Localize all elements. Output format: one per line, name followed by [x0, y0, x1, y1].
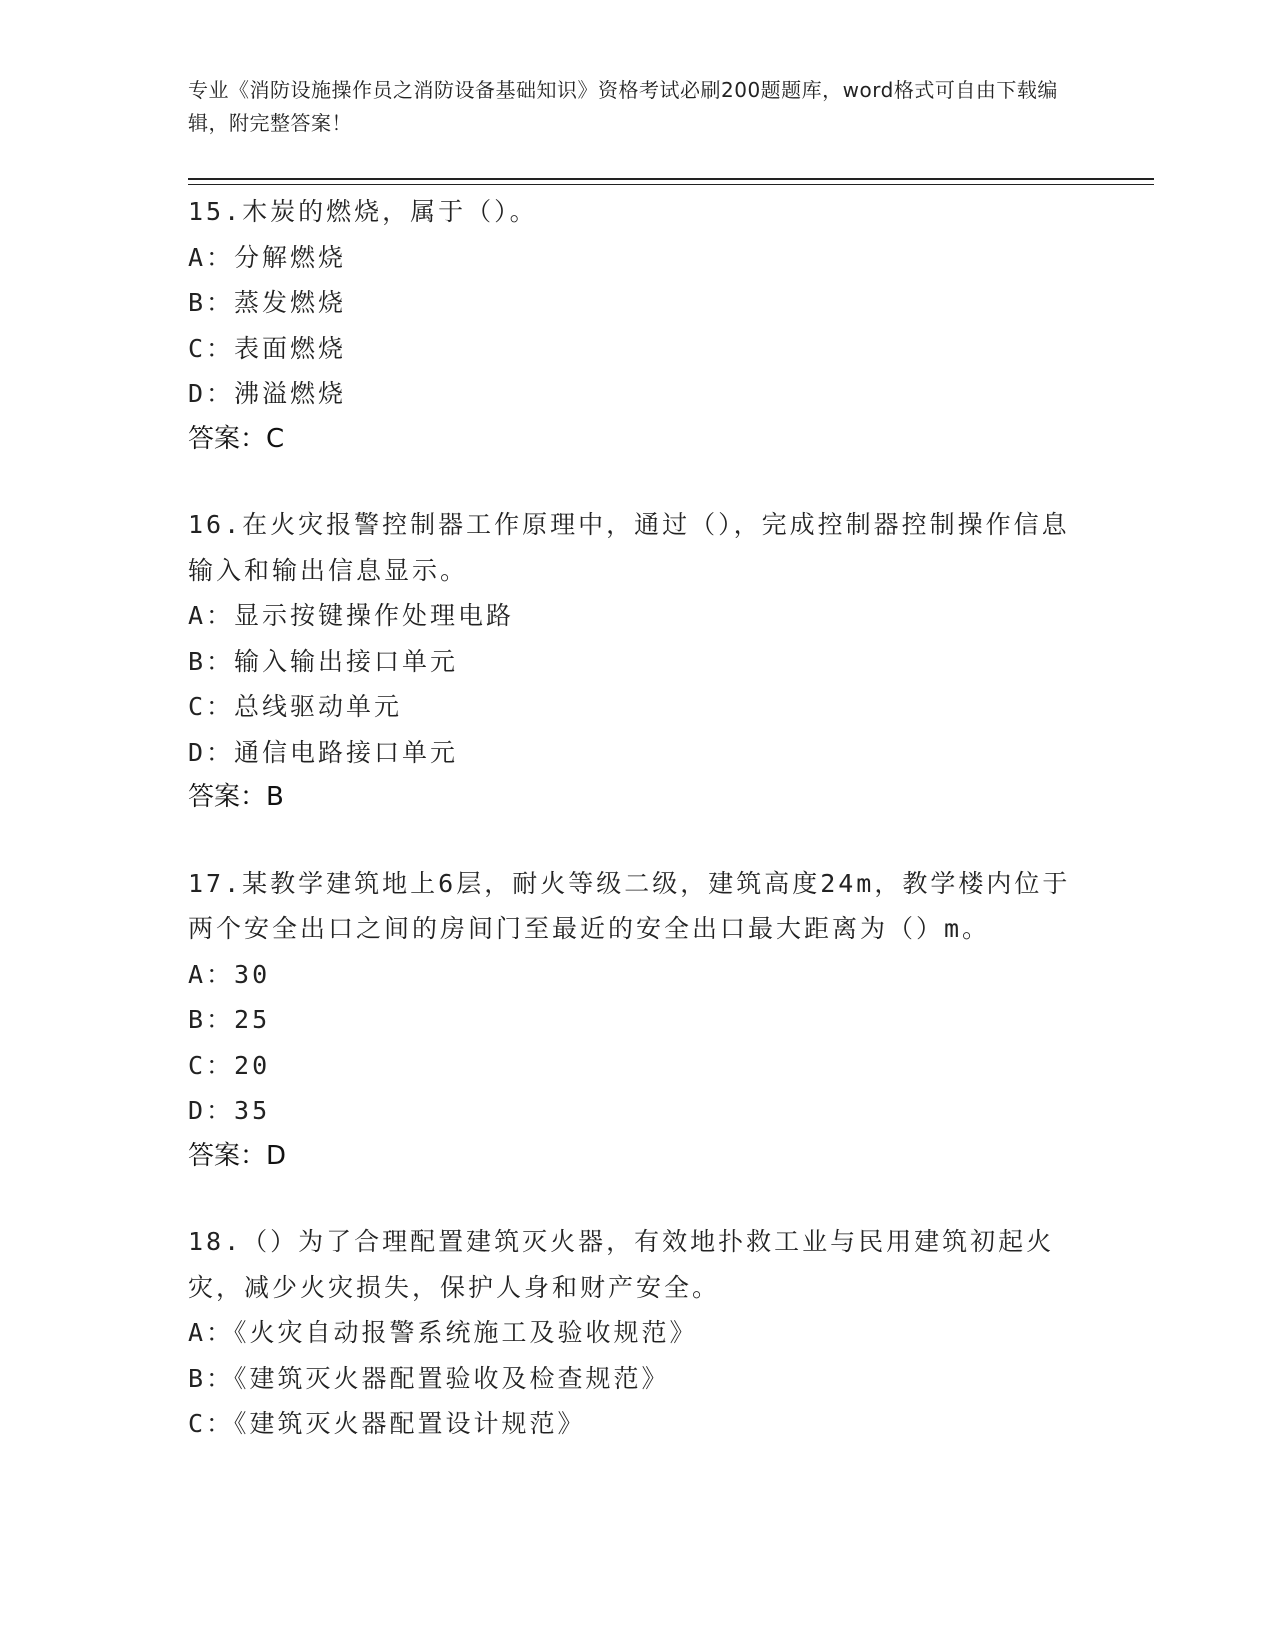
option-c: C：20 [188, 1050, 271, 1080]
option-c: C：表面燃烧 [188, 333, 347, 363]
option-c: C：总线驱动单元 [188, 692, 403, 721]
option-b: B：蒸发燃烧 [188, 288, 347, 317]
answer-line: 答案：B [188, 782, 284, 812]
question-15 [188, 189, 1088, 462]
option-a: A：分解燃烧 [188, 242, 347, 272]
option-a: A：《火灾自动报警系统施工及验收规范》 [188, 1318, 698, 1347]
option-b: B：输入输出接口单元 [188, 646, 459, 676]
question-17 [188, 861, 1088, 1180]
header-divider-thin [188, 184, 1154, 185]
option-b: B：《建筑灭火器配置验收及检查规范》 [188, 1363, 670, 1393]
question-18 [188, 1219, 1088, 1447]
option-c: C：《建筑灭火器配置设计规范》 [188, 1409, 586, 1438]
question-stem: 15.木炭的燃烧，属于（）。 [188, 197, 538, 226]
option-a: A：显示按键操作处理电路 [188, 601, 515, 630]
question-16 [188, 502, 1088, 821]
question-list [188, 189, 1088, 1487]
question-stem: 16.在火灾报警控制器工作原理中，通过（），完成控制器控制操作信息输入和输出信息显示。 [188, 510, 1070, 585]
header-divider-thick [188, 178, 1154, 180]
option-d: D：35 [188, 1096, 271, 1125]
document-header: 专业《消防设施操作员之消防设备基础知识》资格考试必刷200题题库，word格式可自由下载编辑，附完整答案！ [188, 78, 1058, 135]
answer-line: 答案：D [188, 1140, 287, 1171]
option-d: D：沸溢燃烧 [188, 379, 347, 408]
option-a: A：30 [188, 959, 271, 989]
question-stem: 17.某教学建筑地上6层，耐火等级二级，建筑高度24m，教学楼内位于两个安全出口之间的房间门至最近的安全出口最大距离为（）m。 [188, 868, 1071, 943]
option-d: D：通信电路接口单元 [188, 737, 459, 767]
option-b: B：25 [188, 1005, 271, 1034]
question-stem: 18.（）为了合理配置建筑灭火器，有效地扑救工业与民用建筑初起火灾，减少火灾损失，保护人身和财产安全。 [188, 1227, 1055, 1302]
answer-line: 答案：C [188, 423, 285, 454]
